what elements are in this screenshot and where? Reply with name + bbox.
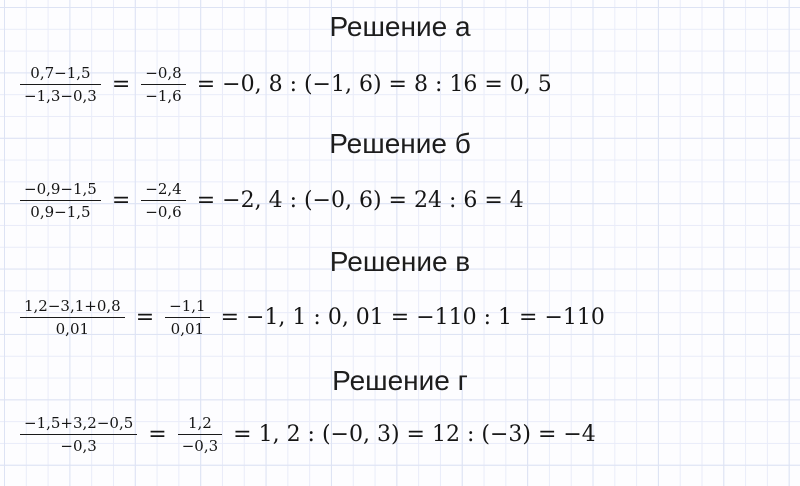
fraction-denominator: −0,3 — [60, 436, 97, 455]
solution-v-equation — [20, 289, 605, 345]
fraction-denominator: −0,6 — [145, 202, 182, 221]
equals-sign: = — [135, 304, 155, 330]
fraction-denominator: 0,01 — [55, 319, 90, 338]
solution-a-title: Решение а — [329, 11, 471, 42]
fraction-right — [141, 64, 185, 105]
solution-b-title: Решение б — [329, 128, 471, 159]
fraction-numerator: 1,2 — [178, 414, 222, 435]
fraction-denominator: 0,01 — [170, 319, 205, 338]
fraction-denominator: −1,6 — [145, 86, 182, 105]
fraction-denominator: −1,3−0,3 — [24, 86, 97, 105]
solution-v-title: Решение в — [329, 246, 471, 277]
fraction-numerator: −1,1 — [165, 297, 209, 318]
fraction-left — [20, 297, 125, 338]
equation-tail: = −1, 1 : 0, 01 = −110 : 1 = −110 — [220, 304, 605, 330]
fraction-right — [165, 297, 209, 338]
fraction-denominator: −0,3 — [181, 436, 219, 455]
fraction-left — [20, 414, 137, 455]
fraction-numerator: −0,9−1,5 — [20, 180, 101, 201]
equals-sign: = — [111, 187, 131, 213]
fraction-numerator: 0,7−1,5 — [20, 64, 101, 85]
solution-b-equation — [20, 172, 524, 228]
equation-tail: = −2, 4 : (−0, 6) = 24 : 6 = 4 — [196, 187, 524, 213]
fraction-right — [178, 414, 222, 455]
fraction-denominator: 0,9−1,5 — [30, 202, 91, 221]
solution-g-title: Решение г — [332, 365, 468, 396]
fraction-left — [20, 180, 101, 221]
solution-g-equation — [20, 406, 596, 462]
fraction-numerator: −0,8 — [141, 64, 185, 85]
solution-a-equation — [20, 56, 552, 112]
equation-tail: = −0, 8 : (−1, 6) = 8 : 16 = 0, 5 — [196, 71, 552, 97]
fraction-left — [20, 64, 101, 105]
equals-sign: = — [111, 71, 131, 97]
fraction-numerator: −2,4 — [141, 180, 185, 201]
equation-tail: = 1, 2 : (−0, 3) = 12 : (−3) = −4 — [233, 421, 596, 447]
fraction-numerator: 1,2−3,1+0,8 — [20, 297, 125, 318]
fraction-numerator: −1,5+3,2−0,5 — [20, 414, 137, 435]
equals-sign: = — [148, 421, 167, 447]
fraction-right — [141, 180, 185, 221]
